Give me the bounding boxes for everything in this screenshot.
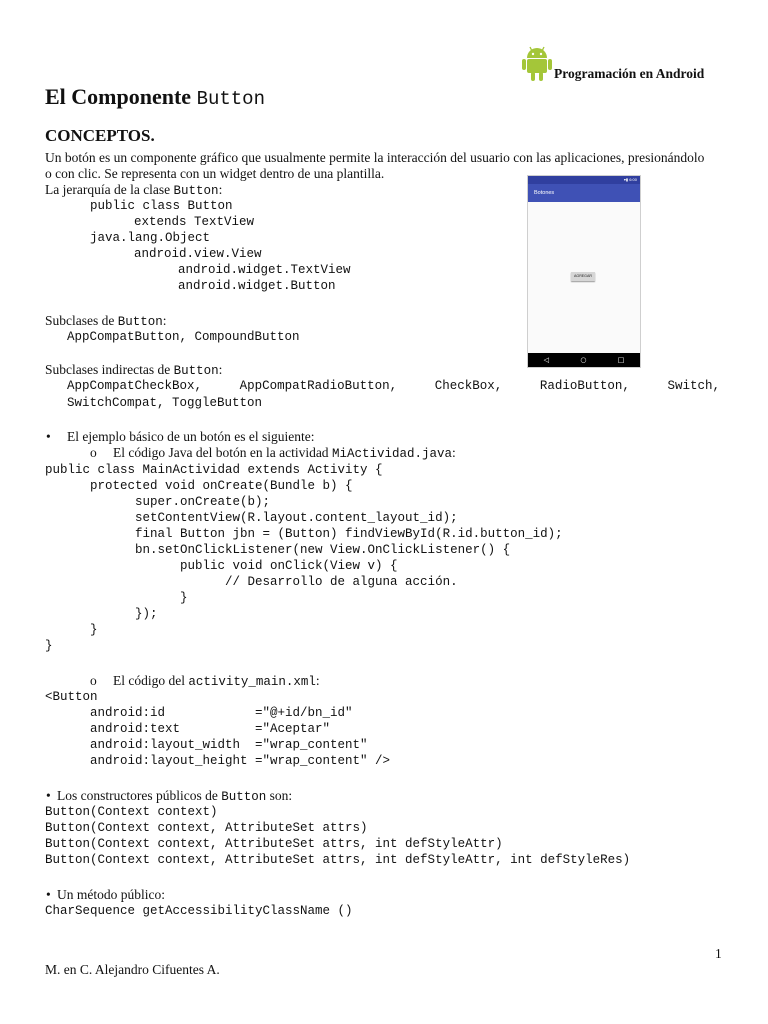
sub-bullet-2: [113, 673, 320, 689]
indirect-prefix: Subclases indirectas de: [45, 362, 174, 377]
sub-bullet-1: [113, 445, 456, 461]
indirect-item: AppCompatCheckBox,: [67, 379, 203, 393]
subclasses-list: AppCompatButton, CompoundButton: [67, 330, 300, 344]
sub2-code: activity_main.xml: [188, 675, 316, 689]
xml-code-line: android:id ="@+id/bn_id": [45, 706, 353, 720]
indirect-item: CheckBox,: [434, 379, 503, 393]
sub-bullet-marker: o: [90, 445, 97, 460]
hierarchy-line: android.widget.Button: [178, 279, 336, 293]
sub2-prefix: El código del: [113, 673, 189, 688]
intro-line-2: o con clic. Se representa con un widget dentro de una plantilla.: [45, 166, 385, 181]
java-code-line: }: [45, 591, 188, 605]
indirect-subclasses-line-1: [67, 379, 720, 393]
indirect-subclasses-line-2: SwitchCompat, ToggleButton: [67, 396, 263, 410]
method-line: CharSequence getAccessibilityClassName (): [45, 904, 353, 918]
java-code-line: public class MainActividad extends Activity {: [45, 463, 383, 477]
constructor-line: Button(Context context, AttributeSet attrs, int defStyleAttr): [45, 837, 503, 851]
java-code-line: protected void onCreate(Bundle b) {: [45, 479, 353, 493]
constructor-line: Button(Context context, AttributeSet attrs): [45, 821, 368, 835]
java-code-line: super.onCreate(b);: [45, 495, 271, 509]
xml-code-line: <Button: [45, 690, 98, 704]
page-title-code: Button: [196, 88, 265, 110]
page-title-text: El Componente: [45, 84, 197, 109]
bullet2-prefix: Los constructores públicos de: [57, 788, 222, 803]
constructor-line: Button(Context context, AttributeSet attrs, int defStyleAttr, int defStyleRes): [45, 853, 631, 867]
hierarchy-line: android.widget.TextView: [178, 263, 351, 277]
sub2-suffix: :: [315, 673, 320, 688]
page-title: [45, 84, 265, 110]
hierarchy-line: java.lang.Object: [90, 231, 211, 245]
indirect-item: Switch,: [667, 379, 720, 393]
indirect-subclasses-label: [45, 362, 725, 379]
bullet2-code: Button: [221, 790, 267, 804]
hierarchy-prefix: La jerarquía de la clase: [45, 182, 174, 197]
subclasses-suffix: :: [162, 313, 167, 328]
indirect-item: AppCompatRadioButton,: [239, 379, 398, 393]
bullet2-suffix: son:: [266, 788, 293, 803]
constructor-line: Button(Context context): [45, 805, 218, 819]
hierarchy-line: public class Button: [90, 199, 233, 213]
java-code-line: setContentView(R.layout.content_layout_id);: [45, 511, 458, 525]
hierarchy-suffix: :: [218, 182, 223, 197]
java-code-line: }: [45, 623, 98, 637]
bullet-2-text: [57, 788, 292, 804]
section-heading: CONCEPTOS.: [45, 126, 155, 145]
sub-bullet-marker: o: [90, 673, 97, 688]
sub1-code: MiActividad.java: [331, 447, 452, 461]
home-icon: ○: [580, 356, 587, 364]
indirect-suffix: :: [218, 362, 223, 377]
hierarchy-code: Button: [173, 184, 219, 198]
xml-code-line: android:layout_width ="wrap_content": [45, 738, 368, 752]
xml-code-line: android:text ="Aceptar": [45, 722, 331, 736]
bullet-marker: •: [46, 887, 51, 902]
indirect-item: RadioButton,: [539, 379, 630, 393]
phone-screenshot: [527, 175, 641, 368]
footer-author: M. en C. Alejandro Cifuentes A.: [45, 962, 220, 977]
android-logo-icon: [521, 44, 553, 82]
phone-status-bar: ▾▮ 6:00: [528, 176, 640, 184]
sub1-suffix: :: [451, 445, 456, 460]
header-title: Programación en Android: [554, 66, 705, 81]
hierarchy-line: android.view.View: [134, 247, 262, 261]
bullet-marker: •: [46, 429, 51, 444]
java-code-line: final Button jbn = (Button) findViewById(R.id.button_id);: [45, 527, 563, 541]
subclasses-code: Button: [117, 315, 163, 329]
bullet-3-text: Un método público:: [57, 887, 165, 902]
phone-add-button: AGREGAR: [571, 272, 595, 281]
subclasses-label: [45, 313, 725, 330]
java-code-line: });: [45, 607, 158, 621]
intro-line-1: Un botón es un componente gráfico que usualmente permite la interacción del usuario con las aplicaciones, presionándolo: [45, 150, 705, 165]
java-code-line: }: [45, 639, 53, 653]
back-icon: ◁: [543, 356, 550, 364]
hierarchy-line: extends TextView: [134, 215, 255, 229]
phone-app-bar: Botones: [528, 184, 640, 202]
subclasses-prefix: Subclases de: [45, 313, 118, 328]
java-code-line: public void onClick(View v) {: [45, 559, 398, 573]
java-code-line: // Desarrollo de alguna acción.: [45, 575, 458, 589]
recent-apps-icon: □: [617, 356, 625, 364]
page-number: 1: [715, 946, 722, 961]
indirect-code: Button: [173, 364, 219, 378]
java-code-line: bn.setOnClickListener(new View.OnClickListener() {: [45, 543, 511, 557]
bullet-marker: •: [46, 788, 51, 803]
bullet-1-text: El ejemplo básico de un botón es el siguiente:: [67, 429, 315, 444]
xml-code-line: android:layout_height ="wrap_content" />: [45, 754, 391, 768]
sub1-prefix: El código Java del botón en la actividad: [113, 445, 332, 460]
